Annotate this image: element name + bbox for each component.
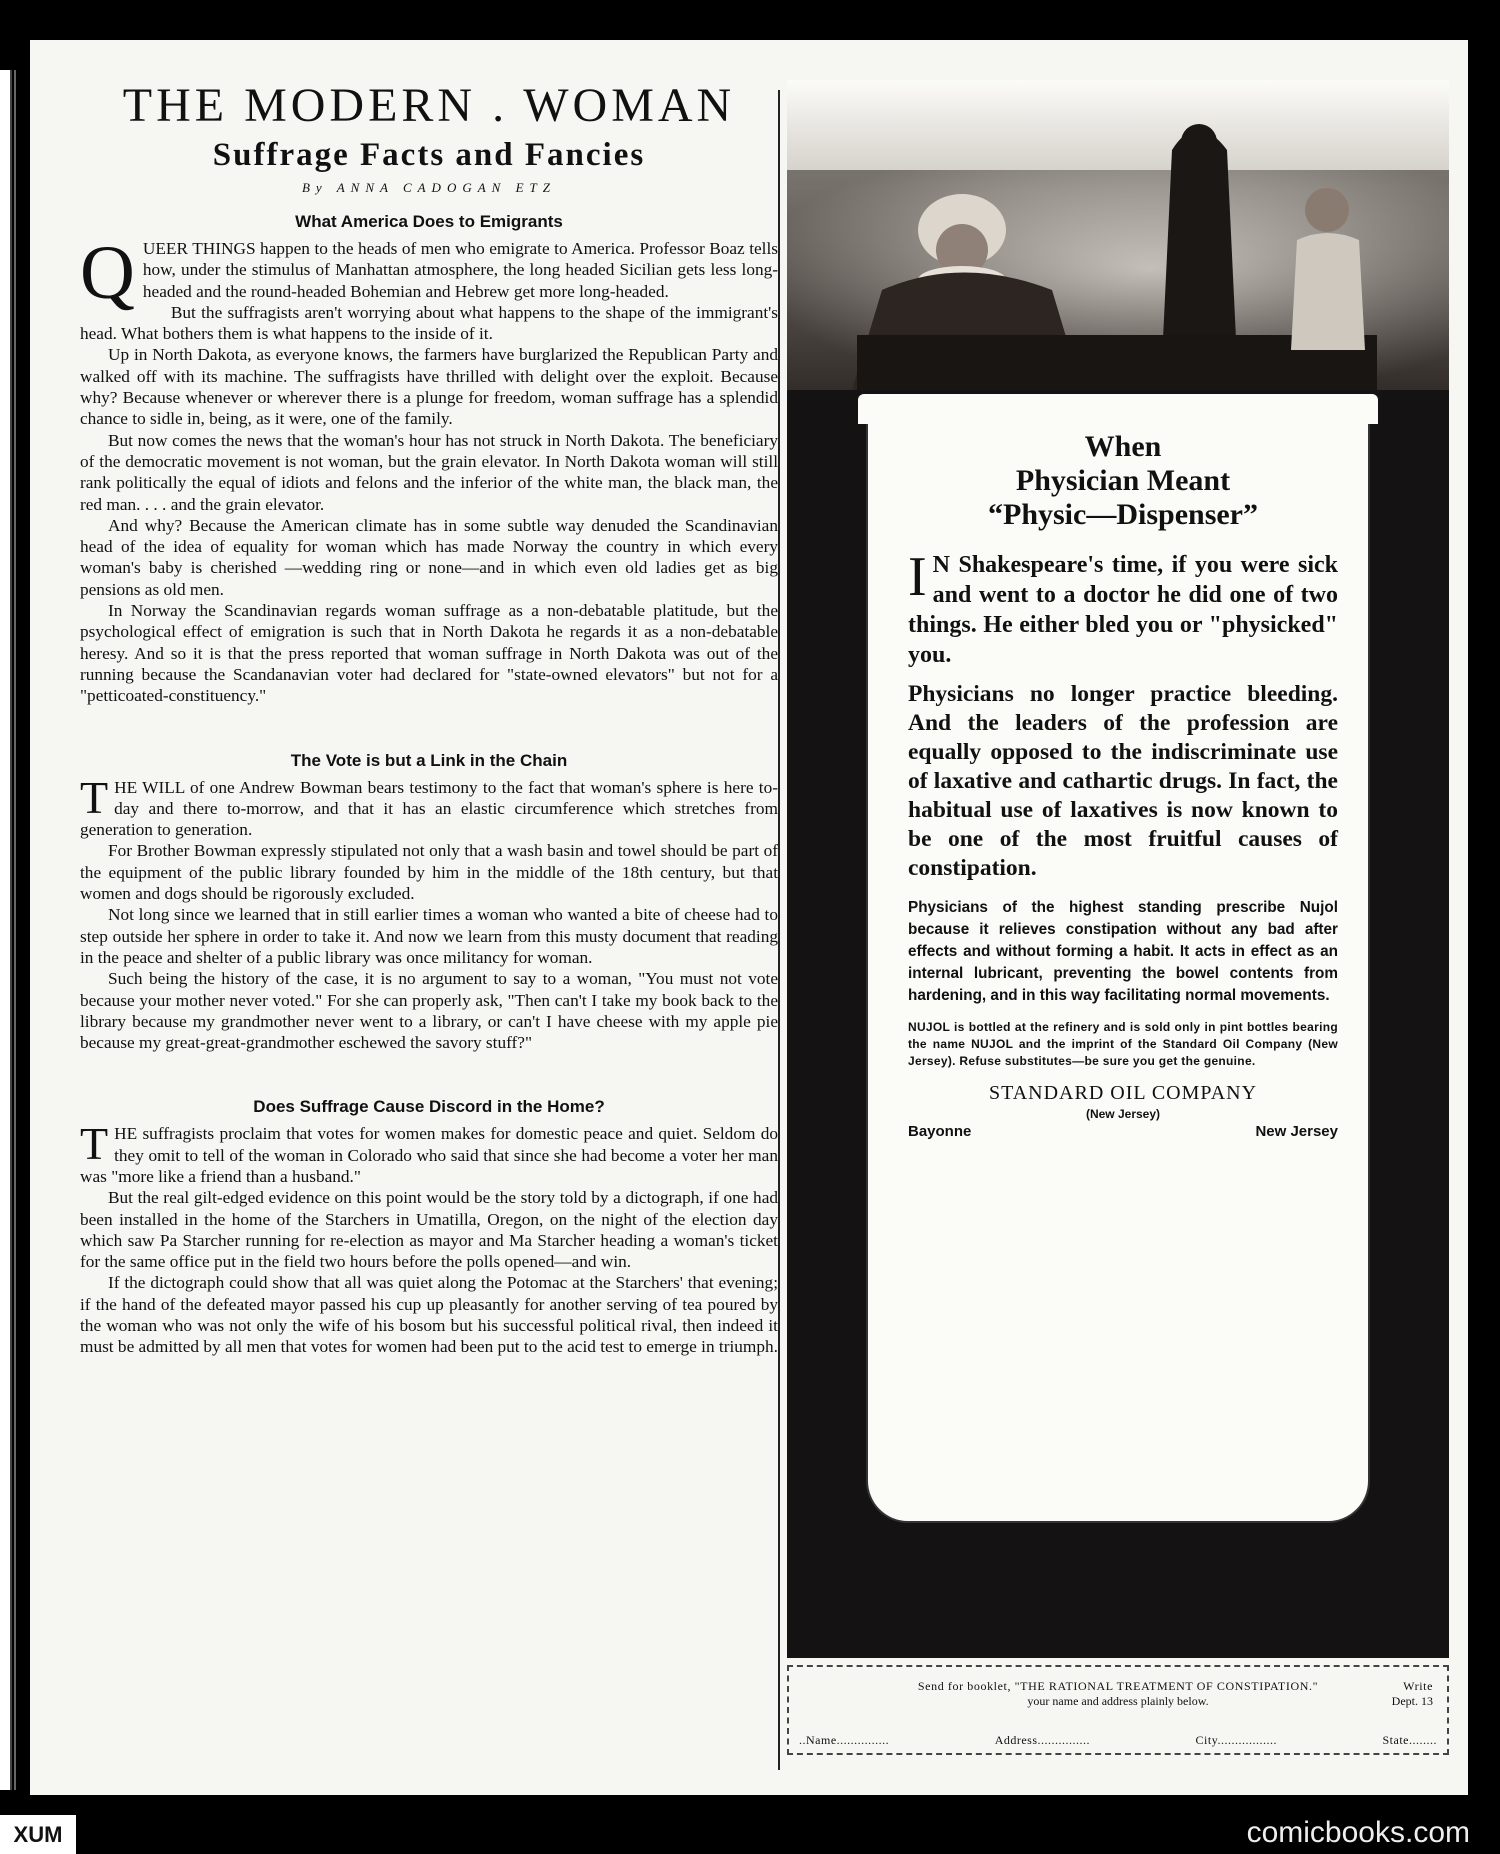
ad-lead-paragraph bbox=[908, 546, 1338, 670]
paragraph-text: N Shakespeare's time, if you were sick and went to a doctor he did one of two things. He either bled you or "physicked" you. bbox=[908, 552, 1338, 668]
article-paragraph: In Norway the Scandinavian regards woman suffrage as a non-debatable platitude, but the psychological effect of emigration is such that in North Dakota he regards it as a non-debatable heresy. And so it is that the press reported that woman suffrage in North Dakota was out of the running because the Scandanavian voter had declared for "state-owned elevators" but not for a "petticoated-constituency." bbox=[80, 601, 778, 706]
coupon-instructions bbox=[803, 1679, 1433, 1694]
company-location bbox=[908, 1123, 1338, 1140]
ad-detail-paragraph: Physicians of the highest standing prescribe Nujol because it relieves constipation without any bad after effects and without forming a habit. It acts in effect as an internal lubricant, preventing the bowel contents from hardening, and in this way facilitating normal movements. bbox=[908, 899, 1338, 1004]
column-rule bbox=[778, 90, 780, 1770]
magazine-page bbox=[30, 40, 1468, 1795]
coupon-line2-text: your name and address plainly below. bbox=[1027, 1694, 1209, 1708]
article-paragraph bbox=[80, 771, 778, 841]
article-paragraph: Not long since we learned that in still earlier times a woman who wanted a bite of cheese had to step outside her sphere in order to take it. And now we learn from this musty document that reading in the peace and shelter of a public library was once militancy for woman. bbox=[80, 905, 778, 967]
coupon-fields bbox=[799, 1733, 1437, 1748]
article-column bbox=[80, 70, 778, 1770]
ad-text-panel bbox=[868, 410, 1368, 1521]
city-right: New Jersey bbox=[1255, 1123, 1338, 1140]
ad-headline-2: Physician Meant bbox=[1015, 464, 1231, 497]
company-name: STANDARD OIL COMPANY bbox=[988, 1082, 1258, 1104]
article-paragraph: Up in North Dakota, as everyone knows, the farmers have burglarized the Republican Party and walked off with its machine. The suffragists have thrilled with delight over the exploit. Because why? Because whenever or wherever there is a plunge for freedom, woman suffrage has a splendid chance to sidle in, being, as it were, one of the family. bbox=[80, 345, 778, 429]
paragraph-text: HE suffragists proclaim that votes for women makes for domestic peace and quiet. Seldom do they omit to tell of the woman in Colorado who said that since she had become a voter her man was "more like a friend than a husband." bbox=[80, 1124, 778, 1186]
panel-tab bbox=[858, 394, 1378, 424]
ad-headline-1: When bbox=[1084, 430, 1162, 463]
article-paragraph: But now comes the news that the woman's hour has not struck in North Dakota. The beneficiary of the democratic movement is not woman, but the grain elevator. In North Dakota woman will still rank politically the equal of idiots and felons and the inferior of the white man, the black man, the red man. . . . and the grain elevator. bbox=[80, 430, 778, 514]
ad-body-paragraph: Physicians no longer practice bleeding. And the leaders of the profession are equally opposed to the indiscriminate use of laxative and cathartic drugs. In fact, the habitual use of laxatives is now known to be one of the most fruitful causes of constipation. bbox=[908, 681, 1338, 881]
name-field[interactable]: ..Name............... bbox=[799, 1733, 890, 1747]
article-subtitle: Suffrage Facts and Fancies bbox=[212, 137, 646, 173]
coupon-instructions-2 bbox=[803, 1694, 1433, 1709]
article-paragraph: If the dictograph could show that all was quiet along the Potomac at the Starchers' that evening; if the hand of the defeated mayor passed his cup up pleasantly for another serving of tea poured by the woman who was not only the wife of his bosom but his successful political rival, then indeed it must be admitted by all men that votes for women had been put to the acid test to emerge in triumph. bbox=[80, 1273, 778, 1357]
ad-content bbox=[908, 430, 1338, 1140]
source-mark: XUM bbox=[0, 1815, 76, 1854]
company-region: (New Jersey) bbox=[1085, 1107, 1161, 1121]
ad-illustration bbox=[787, 80, 1449, 390]
nujol-advertisement bbox=[787, 80, 1449, 1658]
site-watermark: comicbooks.com bbox=[1246, 1816, 1470, 1849]
article-paragraph: For Brother Bowman expressly stipulated not only that a wash basin and towel should be part of the equipment of the public library founded by him in the middle of the 18th century, but that women and dogs should be rigorously excluded. bbox=[80, 841, 778, 904]
city-left: Bayonne bbox=[908, 1123, 972, 1140]
paragraph-text: HE WILL of one Andrew Bowman bears testimony to the fact that woman's sphere is here to-day and there to-morrow, and that it has an elastic circumference which stretches from generation to generation. bbox=[80, 777, 778, 840]
section-heading: Does Suffrage Cause Discord in the Home? bbox=[253, 1097, 605, 1117]
article-paragraph bbox=[80, 1118, 778, 1187]
article-paragraph: But the suffragists aren't worrying about what happens to the shape of the immigrant's head. What bothers them is what happens to the inside of it. bbox=[80, 302, 778, 344]
binder-edge bbox=[0, 70, 12, 1790]
drop-cap: T bbox=[80, 1118, 109, 1170]
article-paragraph: But the real gilt-edged evidence on this point would be the story told by a dictograph, if one had been installed in the home of the Starchers in Umatilla, Oregon, on the night of the election day which saw Pa Starcher running for re-election as mayor and Ma Starcher heading a woman's ticket for the same office put in the field two hours before the polls opened—and win. bbox=[80, 1188, 778, 1272]
state-field[interactable]: State........ bbox=[1382, 1733, 1437, 1747]
ad-headline-3: “Physic—Dispenser” bbox=[988, 498, 1258, 531]
coupon-line1-right: Write bbox=[1403, 1679, 1433, 1693]
drop-cap: Q bbox=[80, 231, 135, 315]
binder-edge-line bbox=[14, 70, 16, 1790]
coupon-dept: Dept. 13 bbox=[1391, 1694, 1433, 1708]
city-field[interactable]: City................. bbox=[1195, 1733, 1277, 1747]
section-heading: What America Does to Emigrants bbox=[295, 212, 563, 231]
address-field[interactable]: Address............... bbox=[994, 1733, 1091, 1747]
article-byline: By ANNA CADOGAN ETZ bbox=[301, 180, 556, 195]
article-paragraph: And why? Because the American climate has in some subtle way denuded the Scandinavian head of the idea of equality for woman which has made Norway the country in which every woman's baby is cherished —wedding ring or none—and in which even old ladies get as big pensions as old men. bbox=[80, 515, 778, 599]
mail-coupon[interactable] bbox=[787, 1665, 1449, 1755]
section-heading: The Vote is but a Link in the Chain bbox=[290, 750, 568, 770]
ad-fine-print: NUJOL is bottled at the refinery and is sold only in pint bottles bearing the name NUJOL and the imprint of the Standard Oil Company (New Jersey). Refuse substitutes—be sure you get the genuine. bbox=[908, 1020, 1338, 1068]
drop-cap: I bbox=[908, 546, 927, 608]
paragraph-text: UEER THINGS happen to the heads of men who emigrate to America. Professor Boaz tells how, under the stimulus of Manhattan atmosphere, the long headed Sicilian gets less long-headed and the round-headed Bohemian and Hebrew get more long-headed. bbox=[142, 239, 778, 301]
article-title: THE MODERN . WOMAN bbox=[122, 79, 736, 132]
drop-cap: T bbox=[80, 771, 109, 823]
article-paragraph: Such being the history of the case, it is no argument to say to a woman, "You must not vote because your mother never voted." For she can properly ask, "Then can't I take my book back to the library because my grandmother never went to a library, or can't I have cheese with my apple pie because my great-great-grandmother eschewed the savory stuff?" bbox=[80, 969, 778, 1053]
coupon-line1-text: Send for booklet, "THE RATIONAL TREATMENT OF CONSTIPATION." bbox=[917, 1679, 1319, 1693]
article-paragraph bbox=[80, 231, 778, 315]
